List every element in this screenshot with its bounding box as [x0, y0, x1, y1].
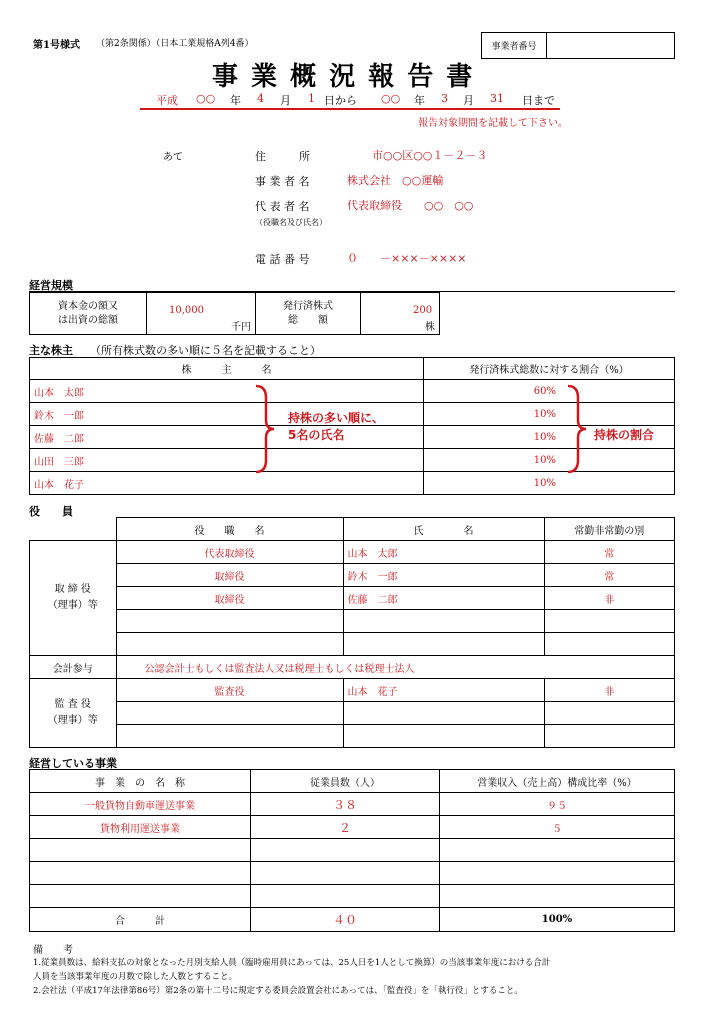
period-year-label-2: 年: [414, 94, 425, 107]
capital-value: 10,000: [169, 305, 204, 316]
col-officer-name: 氏 名: [343, 518, 544, 541]
shareholder-ratio[interactable]: 10%: [424, 449, 675, 472]
table-row: [30, 656, 675, 679]
business-heading: 経営している事業: [29, 757, 117, 770]
business-name[interactable]: [30, 862, 251, 885]
business-staff[interactable]: [251, 885, 440, 908]
shares-label: [256, 293, 361, 335]
shareholders-heading: 主な株主: [29, 344, 73, 357]
total-staff[interactable]: ４０: [251, 908, 440, 932]
shareholder-name[interactable]: 山本 太郎: [30, 380, 424, 403]
director-name[interactable]: [343, 633, 544, 656]
auditors-label: [30, 679, 117, 748]
director-name[interactable]: 山本 太郎: [343, 541, 544, 564]
table-row: [30, 885, 675, 908]
shareholder-ratio[interactable]: 10%: [424, 472, 675, 495]
business-ratio[interactable]: [440, 862, 675, 885]
representative-value: 代表取締役 ○○ ○○: [347, 199, 474, 212]
director-title[interactable]: [116, 610, 343, 633]
director-title[interactable]: 取締役: [116, 564, 343, 587]
annot-ratio: 持株の割合: [594, 428, 655, 442]
notes-heading: 備 考: [33, 945, 73, 956]
table-row: [30, 862, 675, 885]
shares-cell[interactable]: [361, 293, 440, 335]
table-row: [30, 587, 675, 610]
period-from-suffix: 日から: [324, 94, 357, 107]
ratio-brace: [566, 384, 588, 474]
auditor-name[interactable]: 山本 花子: [343, 679, 544, 702]
auditor-type[interactable]: [544, 725, 675, 748]
company-name-value: 株式会社 ○○運輸: [347, 174, 444, 187]
total-row: [30, 908, 675, 932]
table-row: [30, 839, 675, 862]
table-row: [30, 472, 675, 495]
business-no-field[interactable]: [547, 33, 675, 59]
page-title: 事 業 概 況 報 告 書: [212, 62, 475, 92]
capital-label: [30, 293, 147, 335]
business-staff[interactable]: [251, 839, 440, 862]
table-row: [30, 564, 675, 587]
director-title[interactable]: [116, 633, 343, 656]
shares-value: 200: [413, 305, 433, 316]
to-label: あて: [163, 152, 183, 163]
note-1a: 1.従業員数は、給料支払の対象となった月別支給人員（臨時雇用員にあっては、25人日を1人として換算）の当該事業年度における合計: [33, 958, 551, 968]
auditors-label-1: 監 査 役: [54, 699, 91, 710]
col-business-name: 事 業 の 名 称: [30, 770, 251, 793]
col-business-staff: 従業員数（人）: [251, 770, 440, 793]
capital-unit: 千円: [231, 322, 251, 333]
names-brace: [254, 384, 276, 474]
accounting-label: 会計参与: [30, 656, 117, 679]
auditors-label-2: （理事）等: [47, 715, 98, 726]
phone-label: 電 話 番 号: [255, 253, 310, 266]
business-ratio[interactable]: [440, 839, 675, 862]
period-from-day: 1: [308, 92, 315, 105]
representative-label: 代 表 者 名: [255, 200, 310, 213]
shareholder-ratio[interactable]: 10%: [424, 403, 675, 426]
officers-heading: 役 員: [29, 505, 73, 518]
auditor-title[interactable]: 監査役: [116, 679, 343, 702]
address-value: 市○○区○○１－２－３: [372, 149, 488, 162]
director-name[interactable]: [343, 610, 544, 633]
shareholder-ratio[interactable]: 10%: [424, 426, 675, 449]
auditor-title[interactable]: [116, 702, 343, 725]
director-name[interactable]: 佐藤 二郎: [343, 587, 544, 610]
period-underline: [140, 108, 560, 110]
period-to-suffix: 日まで: [522, 94, 555, 107]
period-month-label: 月: [280, 94, 291, 107]
period-from-year: ○○: [196, 92, 216, 105]
capital-label-2: は出資の総額: [58, 314, 118, 326]
total-ratio[interactable]: 100%: [440, 908, 675, 932]
period-year-label: 年: [230, 94, 241, 107]
business-name[interactable]: 一般貨物自動車運送事業: [30, 793, 251, 816]
table-row: [30, 633, 675, 656]
business-name[interactable]: [30, 885, 251, 908]
col-officer-title: 役 職 名: [116, 518, 343, 541]
accounting-value[interactable]: 公認会計士もしくは監査法人又は税理士もしくは税理士法人: [116, 656, 675, 679]
shareholder-name[interactable]: 佐藤 二郎: [30, 426, 424, 449]
auditor-title[interactable]: [116, 725, 343, 748]
table-row: [30, 793, 675, 816]
capital-cell[interactable]: [147, 293, 256, 335]
note-2: 2.会社法（平成17年法律第86号）第2条の第十二号に規定する委員会設置会社にあっては、「監査役」を「執行役」とすること。: [33, 986, 523, 996]
note-1b: 人員を当該事業年度の月数で除した人数とすること。: [33, 972, 238, 982]
total-label: 合 計: [30, 908, 251, 932]
director-type[interactable]: [544, 610, 675, 633]
col-shareholder-name: 株 主 名: [30, 358, 424, 380]
shares-label-2: 総 額: [288, 314, 328, 326]
col-shareholder-ratio: 発行済株式総数に対する割合（%）: [424, 358, 675, 380]
shareholder-name[interactable]: 山本 花子: [30, 472, 424, 495]
officers-table: [29, 517, 675, 748]
period-note: 報告対象期間を記載して下さい。: [418, 118, 568, 129]
business-name[interactable]: 貨物利用運送事業: [30, 816, 251, 839]
col-business-ratio: 営業収入（売上高）構成比率（%）: [440, 770, 675, 793]
shareholder-name[interactable]: 鈴木 一郎: [30, 403, 424, 426]
business-ratio[interactable]: ９５: [440, 793, 675, 816]
director-title[interactable]: 代表取締役: [116, 541, 343, 564]
capital-label-1: 資本金の額又: [58, 300, 118, 312]
period-month-label-2: 月: [463, 94, 474, 107]
auditor-name[interactable]: [343, 725, 544, 748]
address-label: 住 所: [255, 150, 310, 163]
business-staff[interactable]: ３８: [251, 793, 440, 816]
auditor-type[interactable]: [544, 702, 675, 725]
business-staff[interactable]: [251, 862, 440, 885]
officers-corner: [30, 518, 117, 541]
company-name-label: 事 業 者 名: [255, 175, 310, 188]
business-ratio[interactable]: ５: [440, 816, 675, 839]
shares-unit: 株: [425, 322, 435, 333]
director-type[interactable]: 常: [544, 564, 675, 587]
directors-label: [30, 541, 117, 656]
auditor-name[interactable]: [343, 702, 544, 725]
period-era: 平成: [156, 94, 178, 107]
phone-value: ０ －×××－××××: [347, 252, 467, 265]
business-no-label: 事業者番号: [482, 33, 547, 59]
director-type[interactable]: [544, 633, 675, 656]
shares-label-1: 発行済株式: [283, 300, 333, 312]
business-table: [29, 769, 675, 932]
table-row: [30, 541, 675, 564]
director-title[interactable]: 取締役: [116, 587, 343, 610]
scale-table: [29, 292, 440, 335]
form-id: 第1号様式: [33, 40, 80, 51]
period-to-month: 3: [441, 92, 448, 105]
annot-names-1: 持株の多い順に、: [288, 411, 385, 425]
business-name[interactable]: [30, 839, 251, 862]
director-type[interactable]: 非: [544, 587, 675, 610]
annot-names-2: 5名の氏名: [288, 428, 345, 442]
shareholder-name[interactable]: 山田 三郎: [30, 449, 424, 472]
form-ref: （第2条関係）（日本工業規格A列4番）: [96, 39, 254, 49]
shareholders-heading-note: （所有株式数の多い順に５名を記載すること）: [90, 344, 321, 357]
director-type[interactable]: 常: [544, 541, 675, 564]
period-from-month: 4: [257, 92, 264, 105]
auditor-type[interactable]: 非: [544, 679, 675, 702]
period-to-day: 31: [490, 92, 504, 105]
representative-sub: （役職名及び氏名）: [255, 218, 327, 227]
scale-heading: 経営規模: [29, 279, 73, 292]
business-ratio[interactable]: [440, 885, 675, 908]
business-staff[interactable]: ２: [251, 816, 440, 839]
table-row: [30, 725, 675, 748]
col-officer-type: 常勤非常勤の別: [544, 518, 675, 541]
director-name[interactable]: 鈴木 一郎: [343, 564, 544, 587]
business-number-box: [481, 32, 675, 59]
table-row: [30, 610, 675, 633]
period-to-year: ○○: [381, 92, 401, 105]
shareholder-ratio[interactable]: 60%: [424, 380, 675, 403]
table-row: [30, 679, 675, 702]
table-row: [30, 816, 675, 839]
table-row: [30, 702, 675, 725]
directors-label-1: 取 締 役: [54, 584, 91, 595]
directors-label-2: （理事）等: [47, 600, 98, 611]
